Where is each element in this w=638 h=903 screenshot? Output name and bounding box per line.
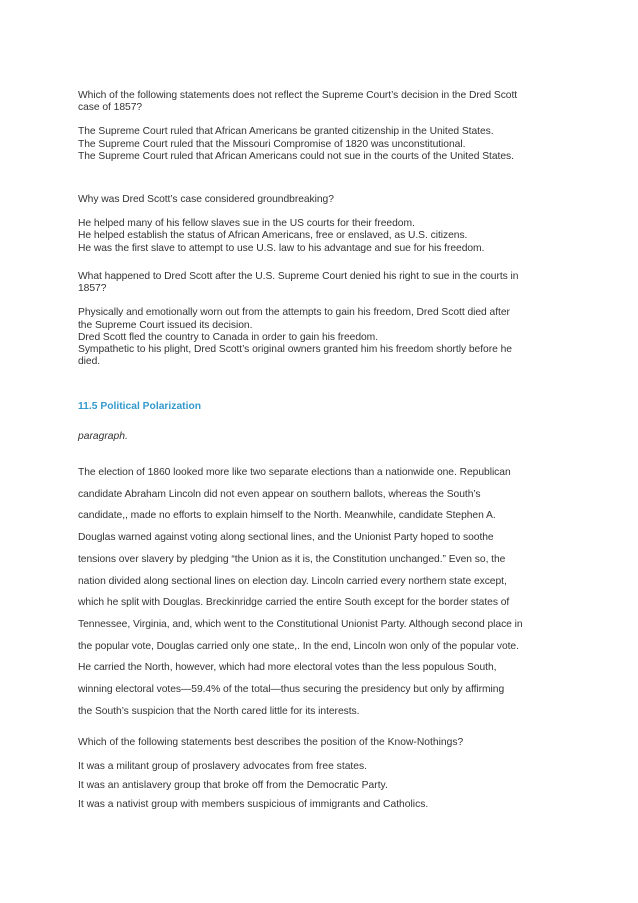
essay-line-7: which he split with Douglas. Breckinridge carried the entire South except for the border states of	[78, 597, 510, 609]
question-4-answer-1: It was a militant group of proslavery advocates from free states.	[78, 761, 368, 772]
essay-line-1: The election of 1860 looked more like two separate elections than a nationwide one. Republican	[78, 467, 511, 478]
question-4-answer-2: It was an antislavery group that broke off from the Democratic Party.	[78, 780, 388, 791]
essay-paragraph	[78, 462, 568, 722]
question-3-answer-3-line-1: Sympathetic to his plight, Dred Scott’s original owners granted him his freedom shortly before he	[78, 344, 512, 356]
question-1-answer-1: The Supreme Court ruled that African Americans be granted citizenship in the United States.	[78, 126, 494, 138]
essay-line-8: Tennessee, Virginia, and, which went to the Constitutional Unionist Party. Although second place in	[78, 618, 523, 630]
question-2-text-line-1: Why was Dred Scott’s case considered groundbreaking?	[78, 194, 334, 205]
question-1-text-line-1: Which of the following statements does not reflect the Supreme Court’s decision in the Dred Scott	[78, 90, 518, 101]
essay-line-4: Douglas warned against voting along sectional lines, and the Unionist Party hoped to soothe	[78, 532, 494, 544]
question-4-text: Which of the following statements best describes the position of the Know-Nothings?	[78, 737, 464, 748]
essay-line-3: candidate,, made no efforts to explain himself to the North. Meanwhile, candidate Stephen A.	[78, 510, 496, 522]
question-4-answer-3: It was a nativist group with members suspicious of immigrants and Catholics.	[78, 799, 429, 810]
question-4	[78, 737, 568, 814]
question-3-answer-1-line-2: the Supreme Court issued its decision.	[78, 319, 253, 331]
question-3-answer-3-line-2: died.	[78, 356, 101, 368]
question-1	[78, 90, 568, 163]
section-label: paragraph.	[78, 431, 128, 442]
question-2-answer-3: He was the first slave to attempt to use U.S. law to his advantage and sue for his freedom.	[78, 242, 485, 254]
question-3-answer-2: Dred Scott fled the country to Canada in order to gain his freedom.	[78, 331, 379, 343]
essay-line-11: winning electoral votes—59.4% of the total—thus securing the presidency but only by affirming	[78, 684, 505, 696]
question-1-text-line-2: case of 1857?	[78, 102, 143, 114]
essay-line-10: He carried the North, however, which had more electoral votes than the less populous South,	[78, 662, 497, 674]
essay-line-6: nation divided along sectional lines on election day. Lincoln carried every northern state except,	[78, 575, 507, 587]
question-3-answer-1-line-1: Physically and emotionally worn out from the attempts to gain his freedom, Dred Scott died after	[78, 307, 510, 319]
essay-line-12: the South’s suspicion that the North cared little for its interests.	[78, 705, 360, 717]
question-3	[78, 271, 568, 368]
question-1-answer-3: The Supreme Court ruled that African Americans could not sue in the courts of the United States.	[78, 150, 514, 162]
essay-line-5: tensions over slavery by pledging “the Union as it is, the Constitution unchanged.” Even so, the	[78, 553, 506, 565]
question-1-answer-2: The Supreme Court ruled that the Missouri Compromise of 1820 was unconstitutional.	[78, 138, 466, 150]
essay-line-2: candidate Abraham Lincoln did not even appear on southern ballots, whereas the South’s	[78, 488, 481, 500]
question-3-text-line-1: What happened to Dred Scott after the U.S. Supreme Court denied his right to sue in the courts in	[78, 271, 519, 282]
essay-line-9: the popular vote, Douglas carried only one state,. In the end, Lincoln won only of the popular vote.	[78, 640, 519, 652]
question-3-text-line-2: 1857?	[78, 283, 107, 295]
question-2-answer-1: He helped many of his fellow slaves sue in the US courts for their freedom.	[78, 218, 415, 230]
question-2	[78, 194, 568, 255]
question-2-answer-2: He helped establish the status of African Americans, free or enslaved, as U.S. citizens.	[78, 230, 468, 242]
section-heading: 11.5 Political Polarization	[78, 401, 202, 412]
